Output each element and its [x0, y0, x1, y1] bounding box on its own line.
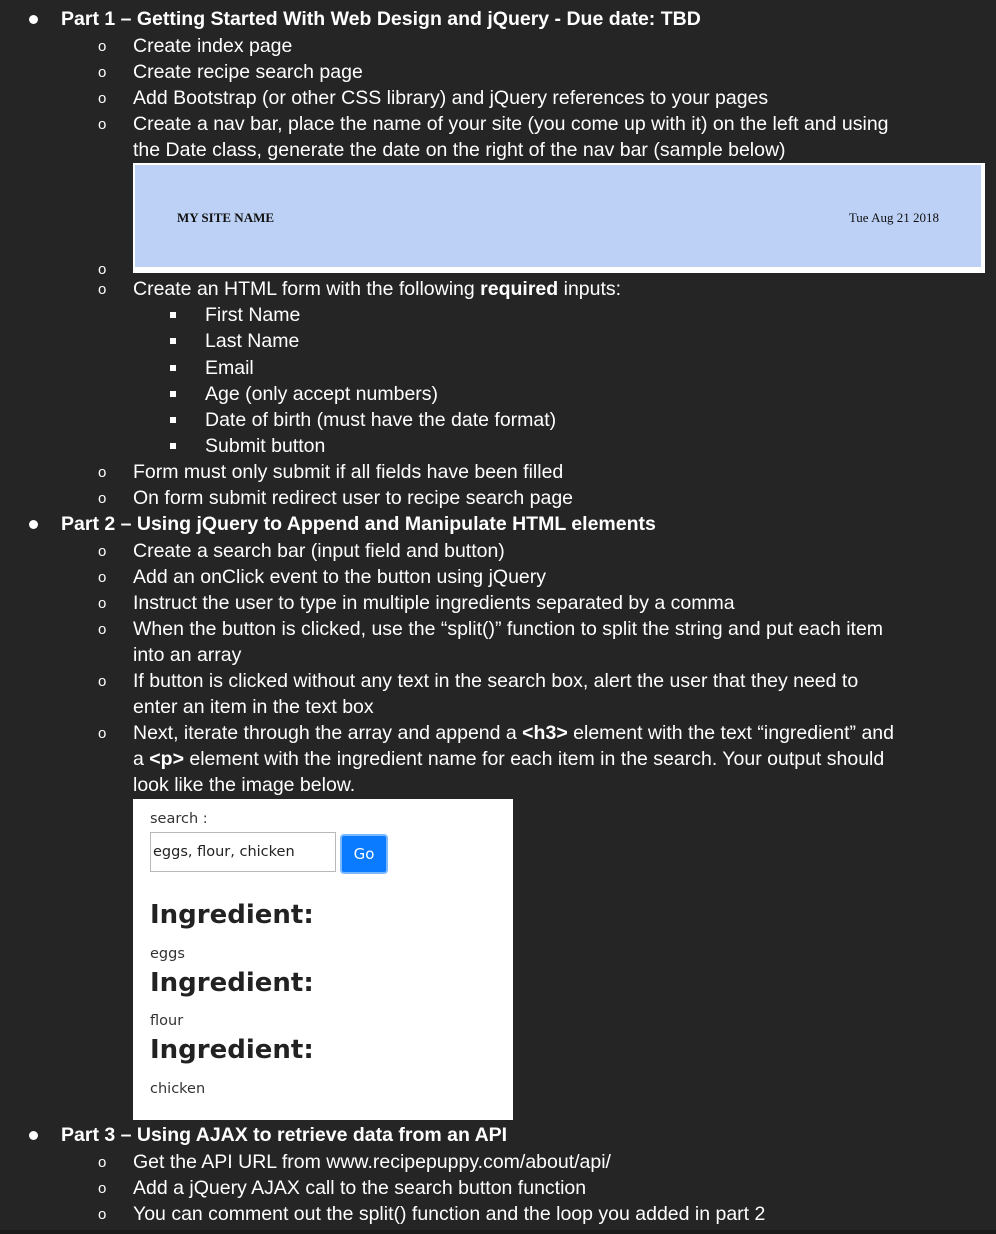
list-item: Add Bootstrap (or other CSS library) and jQuery references to your pages [133, 87, 769, 109]
bullet-circle: o [98, 116, 107, 133]
form-field-item: Date of birth (must have the date format) [205, 409, 557, 431]
bullet-square [170, 338, 176, 344]
bullet-dot [29, 1131, 38, 1140]
bullet-circle: o [98, 281, 107, 298]
bullet-circle: o [98, 1180, 107, 1197]
bullet-circle: o [98, 543, 107, 560]
list-item-continued [133, 746, 884, 772]
list-item: You can comment out the split() function and the loop you added in part 2 [133, 1203, 766, 1225]
ingredient-heading: Ingredient: [150, 1035, 314, 1065]
list-item: When the button is clicked, use the “split()” function to split the string and put each item [133, 618, 884, 640]
part1-heading: Part 1 – Getting Started With Web Design and jQuery - Due date: TBD [61, 8, 701, 30]
list-item: On form submit redirect user to recipe search page [133, 487, 574, 509]
text-run: element with the ingredient name for each item in the search. Your output should [183, 748, 885, 770]
bullet-circle: o [98, 64, 107, 81]
bullet-circle: o [98, 464, 107, 481]
form-intro-text-end: inputs: [558, 278, 622, 300]
form-field-item: Age (only accept numbers) [205, 383, 439, 405]
bullet-dot [29, 520, 38, 529]
bullet-circle: o [98, 38, 107, 55]
bullet-square [170, 391, 176, 397]
list-item: Create a nav bar, place the name of your site (you come up with it) on the left and using [133, 113, 889, 135]
bullet-square [170, 443, 176, 449]
bullet-circle: o [98, 90, 107, 107]
bullet-circle: o [98, 595, 107, 612]
bullet-circle: o [98, 725, 107, 742]
form-field-item: Email [205, 357, 254, 379]
nav-bar-sample-image [133, 163, 985, 273]
ingredient-name: eggs [150, 946, 185, 962]
bullet-circle: o [98, 569, 107, 586]
ingredient-heading: Ingredient: [150, 968, 314, 998]
list-item: Get the API URL from www.recipepuppy.com/about/api/ [133, 1151, 611, 1173]
list-item-continued: look like the image below. [133, 774, 356, 796]
list-item: Create a search bar (input field and button) [133, 540, 505, 562]
bullet-circle: o [98, 673, 107, 690]
code-h3: <h3> [522, 722, 568, 744]
list-item-continued: enter an item in the text box [133, 696, 374, 718]
text-run: Next, iterate through the array and append a [133, 722, 523, 744]
bullet-dot [29, 15, 38, 24]
part2-heading: Part 2 – Using jQuery to Append and Manipulate HTML elements [61, 513, 656, 535]
bullet-square [170, 417, 176, 423]
bullet-circle: o [98, 1154, 107, 1171]
bullet-circle: o [98, 490, 107, 507]
text-run: a [133, 748, 150, 770]
bullet-square [170, 365, 176, 371]
part3-heading: Part 3 – Using AJAX to retrieve data from an API [61, 1124, 508, 1146]
bullet-circle: o [98, 1206, 107, 1223]
ingredient-name: chicken [150, 1081, 206, 1097]
form-intro [133, 276, 621, 302]
bullet-circle: o [98, 621, 107, 638]
list-item: Instruct the user to type in multiple ingredients separated by a comma [133, 592, 735, 614]
form-field-item: Submit button [205, 435, 326, 457]
bullet-circle: o [98, 261, 107, 278]
form-intro-text: Create an HTML form with the following [133, 278, 481, 300]
list-item-continued: the Date class, generate the date on the right of the nav bar (sample below) [133, 139, 786, 161]
list-item: Add a jQuery AJAX call to the search button function [133, 1177, 587, 1199]
list-item-continued: into an array [133, 644, 242, 666]
search-input[interactable]: eggs, flour, chicken [150, 832, 336, 872]
text-run: element with the text “ingredient” and [567, 722, 894, 744]
code-p: <p> [149, 748, 184, 770]
form-field-item: First Name [205, 304, 301, 326]
search-output-sample-image [133, 799, 513, 1120]
nav-date: Tue Aug 21 2018 [848, 210, 939, 225]
form-field-item: Last Name [205, 330, 300, 352]
ingredient-name: flour [150, 1013, 184, 1029]
ingredient-heading: Ingredient: [150, 900, 314, 930]
list-item: Create recipe search page [133, 61, 363, 83]
bottom-divider [0, 1230, 996, 1234]
nav-bar-sample [135, 165, 981, 267]
list-item: Create index page [133, 35, 293, 57]
site-name: MY SITE NAME [177, 210, 275, 225]
list-item [133, 720, 894, 746]
list-item: If button is clicked without any text in the search box, alert the user that they need to [133, 670, 859, 692]
list-item: Form must only submit if all fields have been filled [133, 461, 564, 483]
search-label: search : [150, 811, 208, 827]
go-button[interactable]: Go [340, 834, 388, 874]
list-item: Add an onClick event to the button using jQuery [133, 566, 547, 588]
form-intro-bold: required [480, 278, 559, 300]
bullet-square [170, 312, 176, 318]
